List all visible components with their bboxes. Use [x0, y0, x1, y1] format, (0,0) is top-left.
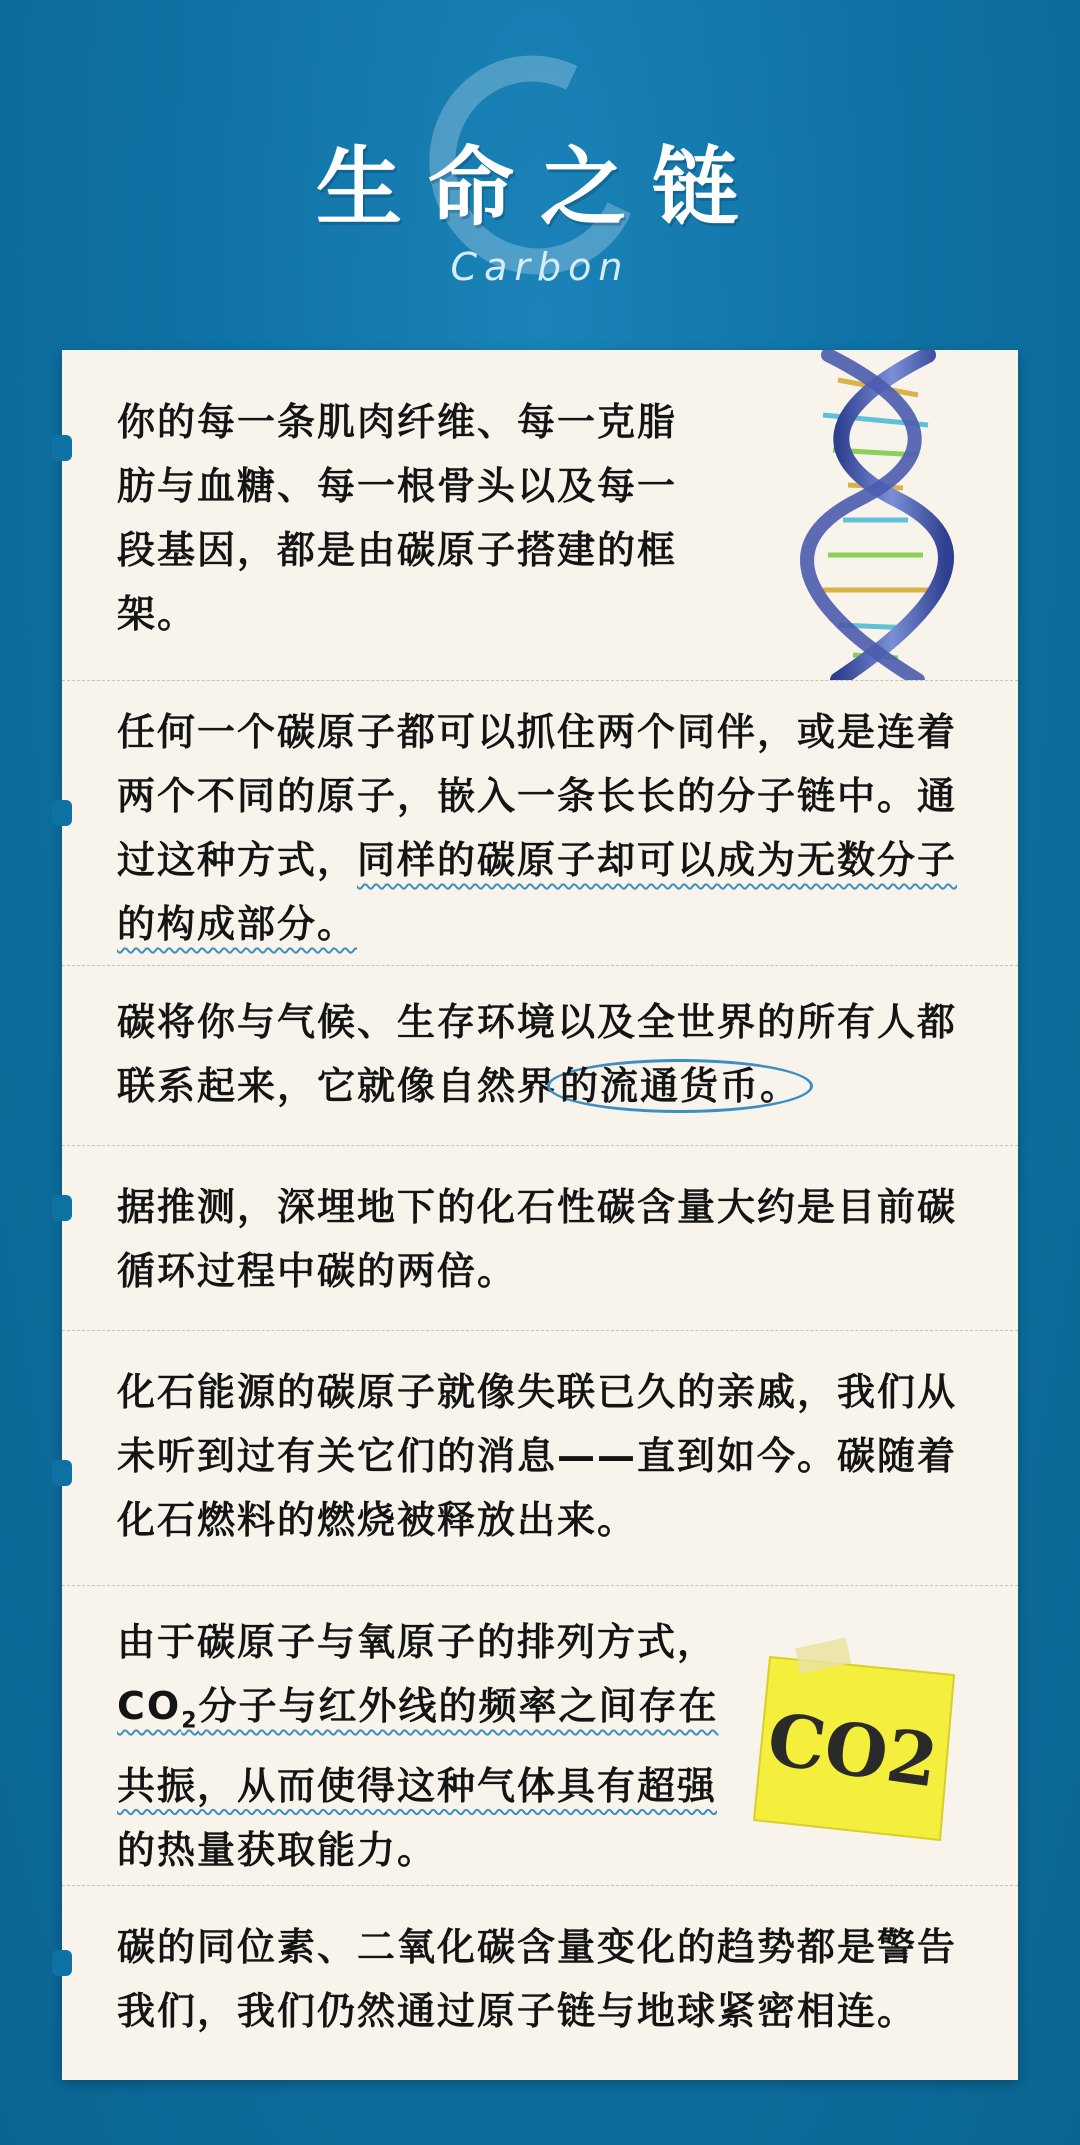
co2-subscript: 2	[181, 1708, 199, 1734]
section-3	[62, 965, 1018, 1146]
co2-note-label: CO2	[762, 1695, 943, 1804]
paragraph-7: 碳的同位素、二氧化碳含量变化的趋势都是警告我们，我们仍然通过原子链与地球紧密相连。	[117, 1925, 958, 2033]
paragraph-1: 你的每一条肌肉纤维、每一克脂肪与血糖、每一根骨头以及每一段基因，都是由碳原子搭建的框架。	[117, 400, 678, 636]
section-7	[62, 1885, 1018, 2080]
section-5	[62, 1330, 1018, 1586]
page-title: 生命之链	[316, 137, 764, 238]
paragraph-6-highlight	[117, 1684, 719, 1734]
paragraph-2-highlight: 同样的碳原子却可以成为无数分子的构成部分。	[117, 838, 958, 946]
paragraph-6	[117, 1610, 757, 1882]
paragraph-4: 据推测，深埋地下的化石性碳含量大约是目前碳循环过程中碳的两倍。	[117, 1185, 958, 1293]
paragraph-3	[117, 990, 977, 1118]
dna-helix-icon	[778, 350, 968, 680]
paragraph-6-line-4: 的热量获取能力。	[117, 1827, 438, 1872]
section-1	[62, 350, 1018, 681]
paragraph-6-line-2: 分子与红外线的频率之间存在	[198, 1684, 719, 1728]
page-subtitle: Carbon	[450, 245, 630, 289]
section-2	[62, 680, 1018, 966]
co2-sticky-note	[742, 1635, 972, 1855]
header	[0, 0, 1080, 350]
paragraph-3-text: 碳将你与气候、生存环境以及全世界的所有人都联系起来，它就像自然界	[117, 1000, 958, 1108]
paragraph-2	[117, 700, 977, 956]
co2-formula: CO	[117, 1684, 182, 1728]
paragraph-6-line-3: 共振，从而使得这种气体具有超强	[117, 1763, 718, 1808]
section-4	[62, 1145, 1018, 1331]
paragraph-5: 化石能源的碳原子就像失联已久的亲戚，我们从未听到过有关它们的消息——直到如今。碳随着化石燃料的燃烧被释放出来。	[117, 1370, 958, 1542]
paragraph-3-highlight: 的流通货币。	[547, 1059, 813, 1113]
paragraph-6-line-1: 由于碳原子与氧原子的排列方式，	[117, 1620, 718, 1664]
paragraph-2-text: 任何一个碳原子都可以抓住两个同伴，或是连着两个不同的原子，嵌入一条长长的分子链中。通过这种方式，	[117, 710, 958, 882]
